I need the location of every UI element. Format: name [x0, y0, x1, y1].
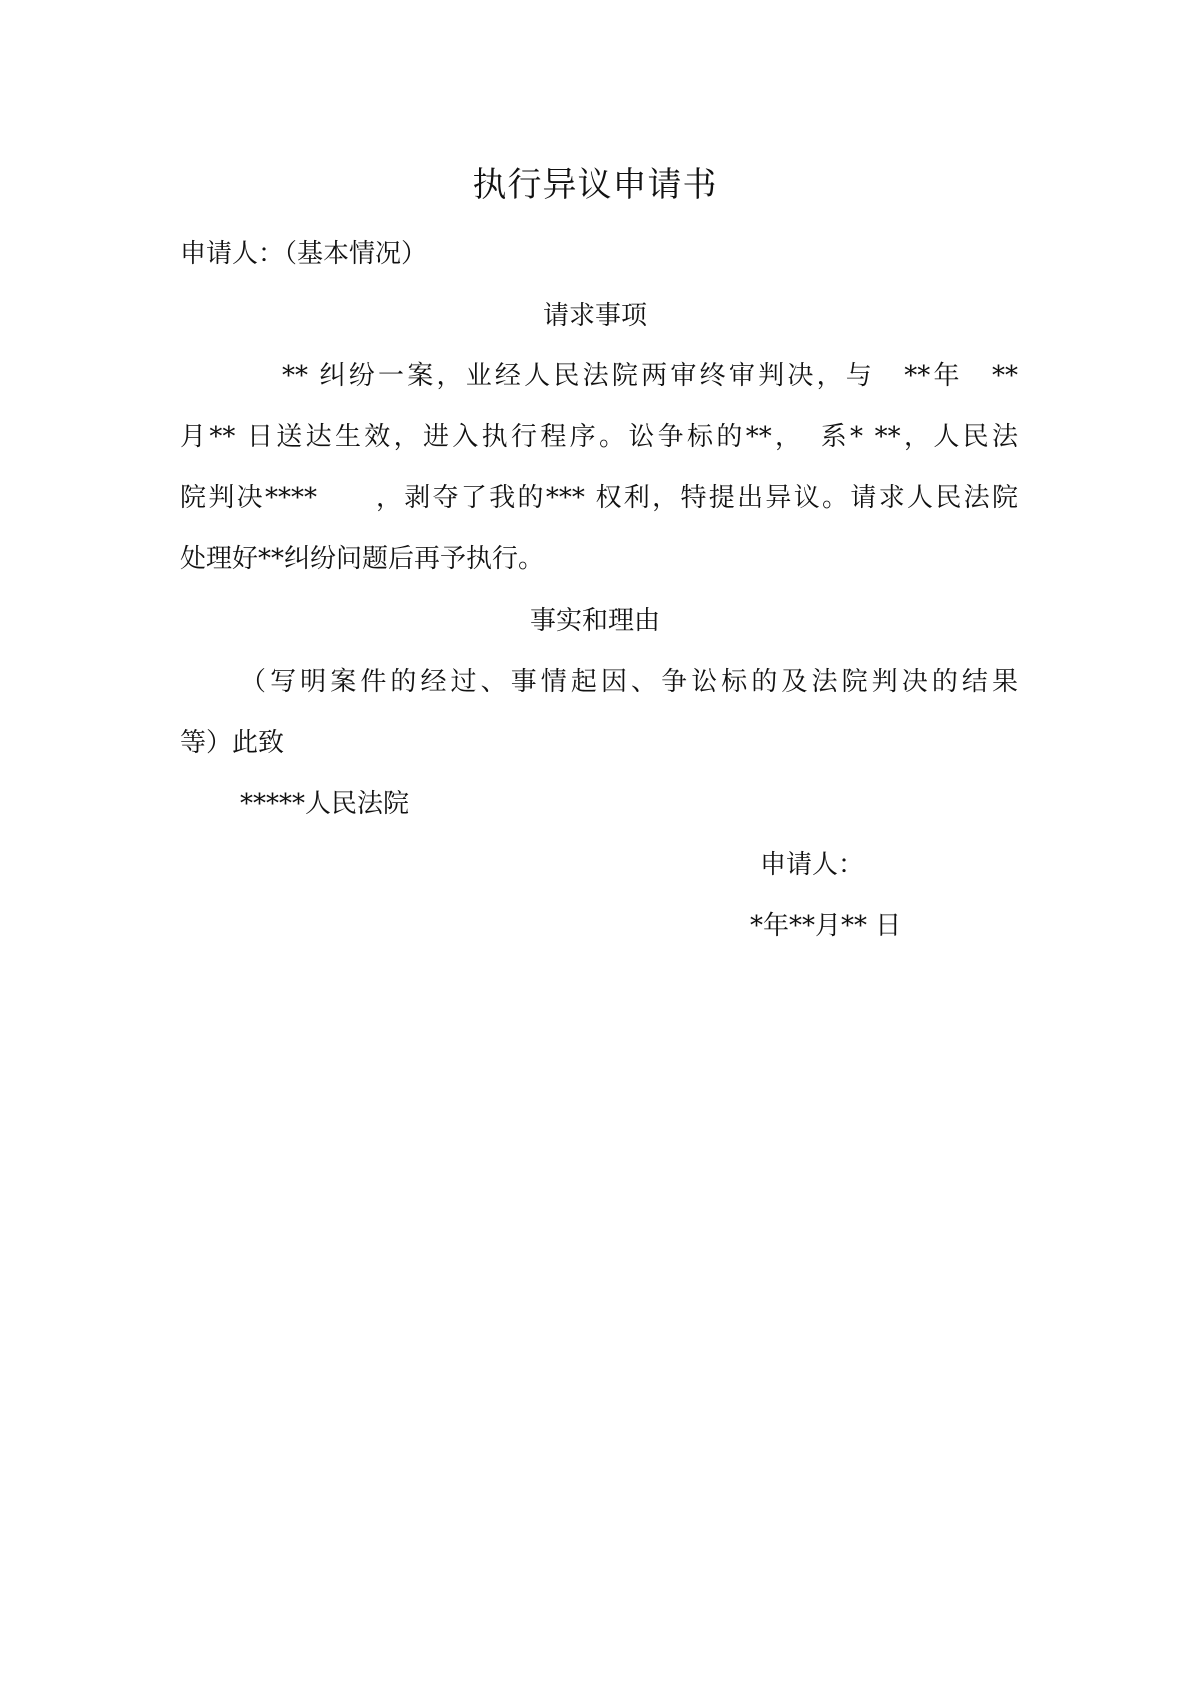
signature-label: 申请人： [760, 850, 865, 880]
request-paragraph-line-2: 月** 日送达生效，进入执行程序。讼争标的**， 系* **，人民法 [180, 422, 1018, 452]
date-line: *年**月** 日 [750, 911, 902, 941]
document-title: 执行异议申请书 [472, 165, 718, 205]
request-paragraph-line-3: 院判决**** ，剥夺了我的*** 权利，特提出异议。请求人民法院 [180, 483, 1018, 513]
facts-paragraph-line-2: 等）此致 [180, 728, 285, 758]
facts-paragraph-line-1: （写明案件的经过、事情起因、争讼标的及法院判决的结果 [240, 667, 1018, 697]
request-paragraph-line-4: 处理好**纠纷问题后再予执行。 [180, 544, 545, 574]
applicant-line: 申请人：（基本情况） [180, 239, 428, 269]
facts-heading: 事实和理由 [529, 606, 660, 636]
court-name: *****人民法院 [240, 789, 410, 819]
request-paragraph-line-1: ** 纠纷一案，业经人民法院两审终审判决，与 **年 ** [282, 361, 1018, 391]
request-heading: 请求事项 [542, 301, 647, 331]
